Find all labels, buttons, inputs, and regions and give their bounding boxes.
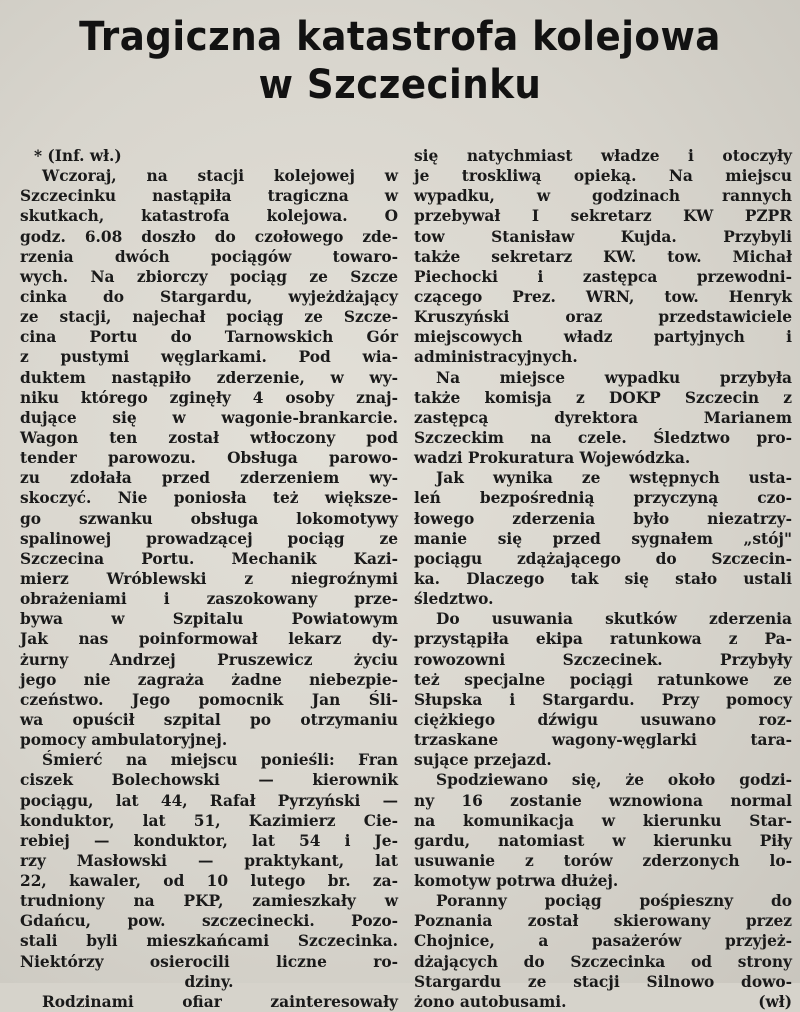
body-line: pociągu, lat 44, Rafał Pyrzyński — (20, 791, 398, 810)
body-line: gardu, natomiast w kierunku Piły (414, 831, 792, 850)
body-line: 22, kawaler, od 10 lutego br. za- (20, 872, 398, 891)
body-line: wych. Na zbiorczy pociąg ze Szcze (20, 267, 398, 286)
body-line: trzaskane wagony-węglarki tara- (414, 731, 792, 750)
body-line: trudniony na PKP, zamieszkały w (20, 892, 398, 911)
body-line: komotyw potrwa dłużej. (414, 872, 619, 891)
body-line: Spodziewano się, że około godzi- (436, 771, 792, 790)
body-line: rzenia dwóch pociągów towaro- (20, 247, 398, 266)
body-line: zu zdołała przed zderzeniem wy- (20, 469, 398, 488)
body-line: bywa w Szpitalu Powiatowym (20, 610, 398, 629)
body-line: Kruszyński oraz przedstawiciele (414, 308, 792, 327)
closing-line (414, 992, 792, 1012)
body-line: dżających do Szczecinka od strony (414, 952, 792, 971)
body-line: dujące się w wagonie-brankarcie. (20, 408, 398, 427)
body-line: manie się przed sygnałem „stój" (414, 529, 792, 548)
body-line: Piechocki i zastępca przewodni- (414, 267, 792, 286)
body-line: także komisja z DOKP Szczecin z (414, 388, 792, 407)
body-line: obrażeniami i zaszokowany prze- (20, 590, 398, 609)
body-line: Śmierć na miejscu ponieśli: Fran (42, 751, 398, 770)
body-line: usuwanie z torów zderzonych lo- (414, 851, 792, 870)
body-line: Gdańcu, pow. szczecinecki. Pozo- (20, 912, 398, 931)
body-line: skoczyć. Nie poniosła też większe- (20, 489, 398, 508)
author-signoff: (wł) (758, 992, 792, 1011)
body-line: rebiej — konduktor, lat 54 i Je- (20, 831, 398, 850)
body-line: Jak nas poinformował lekarz dy- (20, 630, 398, 649)
body-line: Wagon ten został wtłoczony pod (20, 428, 398, 447)
left-column (20, 146, 398, 1012)
body-line: ka. Dlaczego tak się stało ustali (414, 569, 792, 588)
right-column (414, 146, 792, 1012)
body-line: konduktor, lat 51, Kazimierz Cie- (20, 811, 398, 830)
body-line: Poznania został skierowany przez (414, 912, 792, 931)
body-line: tow Stanisław Kujda. Przybyli (414, 227, 792, 246)
body-line: czącego Prez. WRN, tow. Henryk (414, 287, 792, 306)
body-line: stali byli mieszkańcami Szczecinka. (20, 932, 398, 951)
body-line: łowego zderzenia było niezatrzy- (414, 509, 792, 528)
headline-line-1: Tragiczna katastrofa kolejowa (79, 14, 721, 60)
body-line: rzy Masłowski — praktykant, lat (20, 851, 398, 870)
dateline: * (Inf. wł.) (34, 147, 122, 165)
body-line: także sekretarz KW. tow. Michał (414, 247, 792, 266)
body-line: Wczoraj, na stacji kolejowej w (42, 167, 398, 186)
body-line: cinka do Stargardu, wyjeżdżający (20, 287, 398, 306)
body-line: je troskliwą opieką. Na miejscu (414, 167, 792, 186)
body-line: tender parowozu. Obsługa parowo- (20, 449, 398, 468)
body-line: rowozowni Szczecinek. Przybyły (414, 650, 792, 669)
body-line: Słupska i Stargardu. Przy pomocy (414, 690, 792, 709)
body-line: wadzi Prokuratura Wojewódzka. (414, 449, 691, 468)
body-line: pociągu zdążającego do Szczecin- (414, 549, 792, 568)
body-line: pomocy ambulatoryjnej. (20, 731, 228, 750)
body-line: śledztwo. (414, 590, 494, 609)
body-line: Stargardu ze stacji Silnowo dowo- (414, 972, 792, 991)
body-line: czeństwo. Jego pomocnik Jan Śli- (20, 690, 398, 709)
body-line: Szczecina Portu. Mechanik Kazi- (20, 549, 398, 568)
body-line: ciszek Bolechowski — kierownik (20, 771, 398, 790)
body-line: z pustymi węglarkami. Pod wia- (20, 348, 398, 367)
body-line: duktem nastąpiło zderzenie, w wy- (20, 368, 398, 387)
body-line: przystąpiła ekipa ratunkowa z Pa- (414, 630, 792, 649)
body-line: go szwanku obsługa lokomotywy (20, 509, 398, 528)
body-line: Szczecinku nastąpiła tragiczna w (20, 187, 398, 206)
body-line: Poranny pociąg pośpieszny do (436, 892, 792, 911)
body-line: Chojnice, a pasażerów przyjeż- (414, 932, 792, 951)
body-line: wypadku, w godzinach rannych (414, 187, 792, 206)
body-line: leń bezpośrednią przyczyną czo- (414, 489, 792, 508)
body-line: ciężkiego dźwigu usuwano roz- (414, 710, 792, 729)
body-line: Rodzinami ofiar zainteresowały (42, 992, 398, 1011)
body-line: sujące przejazd. (414, 751, 552, 770)
body-line: ny 16 zostanie wznowiona normal (414, 791, 792, 810)
body-line: zastępcą dyrektora Marianem (414, 408, 792, 427)
body-line: na komunikacja w kierunku Star- (414, 811, 792, 830)
body-line: godz. 6.08 doszło do czołowego zde- (20, 227, 398, 246)
body-line: Do usuwania skutków zderzenia (436, 610, 792, 629)
headline-line-2: w Szczecinku (258, 62, 542, 108)
body-line: spalinowej prowadzącej pociąg ze (20, 529, 398, 548)
body-line: administracyjnych. (414, 348, 578, 367)
body-line: Jak wynika ze wstępnych usta- (436, 469, 792, 488)
body-line: też specjalne pociągi ratunkowe ze (414, 670, 792, 689)
body-line: ze stacji, najechał pociąg ze Szcze- (20, 308, 398, 327)
body-line: żono autobusami. (414, 992, 567, 1011)
body-line: wa opuścił szpital po otrzymaniu (20, 710, 398, 729)
body-line: niku którego zginęły 4 osoby znaj- (20, 388, 398, 407)
body-line: mierz Wróblewski z niegroźnymi (20, 569, 398, 588)
body-line: skutkach, katastrofa kolejowa. O (20, 207, 398, 226)
body-line: dziny. (184, 972, 234, 991)
body-line: cina Portu do Tarnowskich Gór (20, 328, 398, 347)
body-line: żurny Andrzej Pruszewicz życiu (20, 650, 398, 669)
body-line: Szczeckim na czele. Śledztwo pro- (414, 428, 792, 447)
body-line: się natychmiast władze i otoczyły (414, 147, 792, 165)
body-line: jego nie zagraża żadne niebezpie- (20, 670, 398, 689)
body-line: Niektórzy osierocili liczne ro- (20, 952, 398, 971)
body-line: miejscowych władz partyjnych i (414, 328, 792, 347)
body-line: przebywał I sekretarz KW PZPR (414, 207, 792, 226)
body-line: Na miejsce wypadku przybyła (436, 368, 792, 387)
